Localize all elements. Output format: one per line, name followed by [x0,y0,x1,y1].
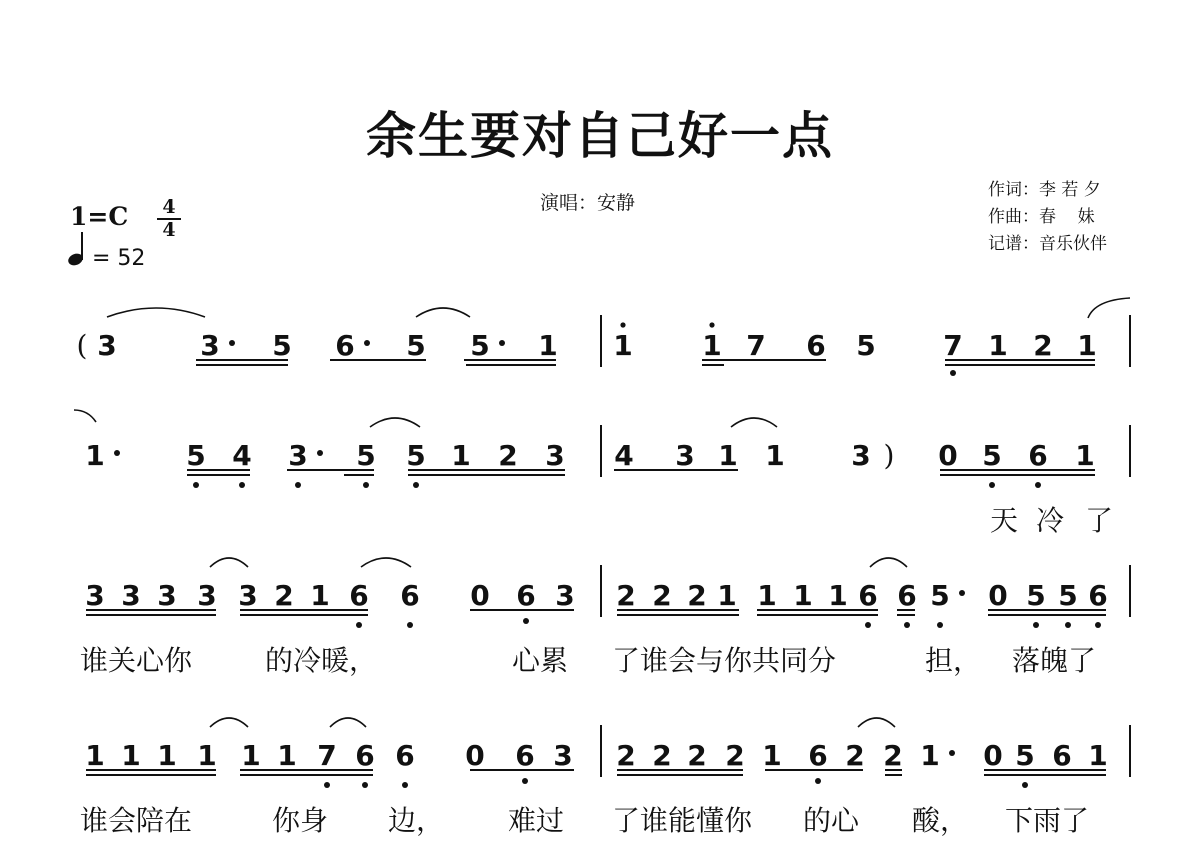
note-numeral: 5 [856,329,876,362]
note-numeral: 2 [845,739,865,772]
tie-arc [210,718,248,727]
note-numeral: 6 [1028,439,1048,472]
note-numeral: 1 [717,579,737,612]
note-numeral: 1 [757,579,777,612]
octave-dot-below [865,622,871,628]
note-numeral: 1 [988,329,1008,362]
lyric-text: 的心 [803,804,860,837]
note-numeral: 1 [538,329,558,362]
lyric-text: 落魄了 [1012,644,1097,677]
note-numeral: 5 [1015,739,1035,772]
note-numeral: 6 [858,579,878,612]
note-numeral: 3 [675,439,695,472]
note-numeral: 1 [1088,739,1108,772]
note-numeral: 5 [406,439,426,472]
augmentation-dot [317,450,323,456]
octave-dot-below [324,782,330,788]
lyric-text: 了谁会与你共同分 [612,644,837,677]
note-numeral: 1 [277,739,297,772]
time-signature-bottom: 4 [162,219,176,241]
note-numeral: 5 [930,579,950,612]
note-numeral: 3 [288,439,308,472]
octave-dot-below [402,782,408,788]
tie-arc [858,718,895,727]
note-numeral: 1 [121,739,141,772]
note-numeral: 1 [197,739,217,772]
note-numeral: 3 [97,329,117,362]
octave-dot-below [1065,622,1071,628]
note-numeral: 1 [718,439,738,472]
note-numeral: 7 [317,739,337,772]
note-numeral: 2 [725,739,745,772]
lyric-text: 谁会陪在 [80,804,193,837]
singer-credit: 演唱：安静 [540,192,636,214]
note-numeral: 2 [652,739,672,772]
octave-dot-below [193,482,199,488]
note-numeral: 6 [355,739,375,772]
octave-dot-below [937,622,943,628]
octave-dot-below [950,370,956,376]
key-signature: 1=C [70,202,129,231]
augmentation-dot [949,750,955,756]
note-numeral: 0 [983,739,1003,772]
note-numeral: 1 [1077,329,1097,362]
note-numeral: 3 [545,439,565,472]
note-numeral: 6 [400,579,420,612]
octave-dot-below [904,622,910,628]
octave-dot-below [1022,782,1028,788]
note-numeral: 0 [465,739,485,772]
note-numeral: 2 [498,439,518,472]
note-numeral: 6 [1052,739,1072,772]
bracket-mark: ) [883,439,895,472]
octave-dot-below [523,618,529,624]
score-marks [74,298,1130,788]
lyric-text: 谁关心你 [80,644,193,677]
octave-dot-below [363,482,369,488]
tie-arc [370,418,420,427]
note-numeral: 1 [793,579,813,612]
tie-arc [74,410,96,422]
note-numeral: 1 [828,579,848,612]
note-numeral: 1 [157,739,177,772]
note-numeral: 1 [1075,439,1095,472]
bracket-mark: ( [76,329,88,362]
octave-dot-below [1095,622,1101,628]
note-numeral: 1 [241,739,261,772]
note-numeral: 3 [197,579,217,612]
lyric-text: 天 [990,504,1019,537]
tie-arc [210,558,248,567]
note-numeral: 3 [553,739,573,772]
note-numeral: 5 [1026,579,1046,612]
octave-dot-below [815,778,821,784]
note-numeral: 5 [272,329,292,362]
octave-dot-above [709,322,714,327]
lyric-text: 担， [925,644,982,677]
time-signature-top: 4 [162,196,176,218]
note-numeral: 3 [555,579,575,612]
octave-dot-below [295,482,301,488]
augmentation-dot [364,340,370,346]
note-numeral: 1 [920,739,940,772]
tie-arc [731,418,777,427]
octave-dot-below [407,622,413,628]
note-numeral: 3 [238,579,258,612]
score-glyphs [77,329,1113,837]
note-numeral: 1 [765,439,785,472]
augmentation-dot [114,450,120,456]
note-numeral: 1 [762,739,782,772]
octave-dot-below [413,482,419,488]
note-numeral: 2 [687,579,707,612]
octave-dot-below [1035,482,1041,488]
note-numeral: 1 [613,329,633,362]
note-numeral: 3 [200,329,220,362]
augmentation-dot [229,340,235,346]
octave-dot-below [239,482,245,488]
note-numeral: 5 [1058,579,1078,612]
lyric-text: 下雨了 [1005,804,1090,837]
note-numeral: 5 [406,329,426,362]
note-numeral: 6 [335,329,355,362]
note-numeral: 6 [515,739,535,772]
note-numeral: 3 [851,439,871,472]
note-numeral: 2 [687,739,707,772]
lyric-text: 心累 [512,644,569,677]
tie-arc [1088,298,1130,318]
note-numeral: 5 [470,329,490,362]
tie-arc [330,718,366,727]
note-numeral: 2 [1033,329,1053,362]
lyricist-credit: 作词：李 若 夕 [988,180,1101,200]
note-numeral: 1 [310,579,330,612]
lyric-text: 的冷暖， [265,644,378,677]
tempo-value: = 52 [92,246,146,271]
octave-dot-below [989,482,995,488]
lyric-text: 冷 [1036,504,1065,537]
note-numeral: 6 [897,579,917,612]
note-numeral: 1 [85,739,105,772]
note-numeral: 7 [943,329,963,362]
note-numeral: 3 [121,579,141,612]
tie-arc [361,558,411,567]
note-numeral: 5 [982,439,1002,472]
song-title: 余生要对自己好一点 [366,106,834,165]
note-numeral: 3 [85,579,105,612]
transcriber-credit: 记谱：音乐伙伴 [988,234,1107,254]
tie-arc [107,308,205,317]
note-numeral: 6 [808,739,828,772]
note-numeral: 1 [702,329,722,362]
note-numeral: 6 [349,579,369,612]
tie-arc [416,308,470,317]
note-numeral: 6 [1088,579,1108,612]
octave-dot-above [620,322,625,327]
tie-arc [870,558,907,567]
note-numeral: 5 [186,439,206,472]
augmentation-dot [959,590,965,596]
note-numeral: 7 [746,329,766,362]
octave-dot-below [362,782,368,788]
note-numeral: 2 [652,579,672,612]
note-numeral: 0 [470,579,490,612]
note-numeral: 6 [516,579,536,612]
note-numeral: 0 [938,439,958,472]
note-numeral: 2 [616,739,636,772]
note-numeral: 2 [616,579,636,612]
note-numeral: 6 [806,329,826,362]
note-numeral: 0 [988,579,1008,612]
octave-dot-below [356,622,362,628]
note-numeral: 2 [274,579,294,612]
octave-dot-below [522,778,528,784]
lyric-text: 酸， [912,804,969,837]
lyric-text: 了 [1085,504,1114,537]
lyric-text: 边， [388,804,445,837]
augmentation-dot [499,340,505,346]
lyric-text: 你身 [272,804,329,837]
note-numeral: 4 [232,439,252,472]
lyric-text: 难过 [508,804,565,837]
note-numeral: 1 [85,439,105,472]
note-numeral: 3 [157,579,177,612]
note-numeral: 2 [883,739,903,772]
lyric-text: 了谁能懂你 [612,804,753,837]
note-numeral: 6 [395,739,415,772]
note-numeral: 5 [356,439,376,472]
note-numeral: 4 [614,439,634,472]
note-numeral: 1 [451,439,471,472]
composer-credit: 作曲：春 妹 [988,207,1095,227]
octave-dot-below [1033,622,1039,628]
